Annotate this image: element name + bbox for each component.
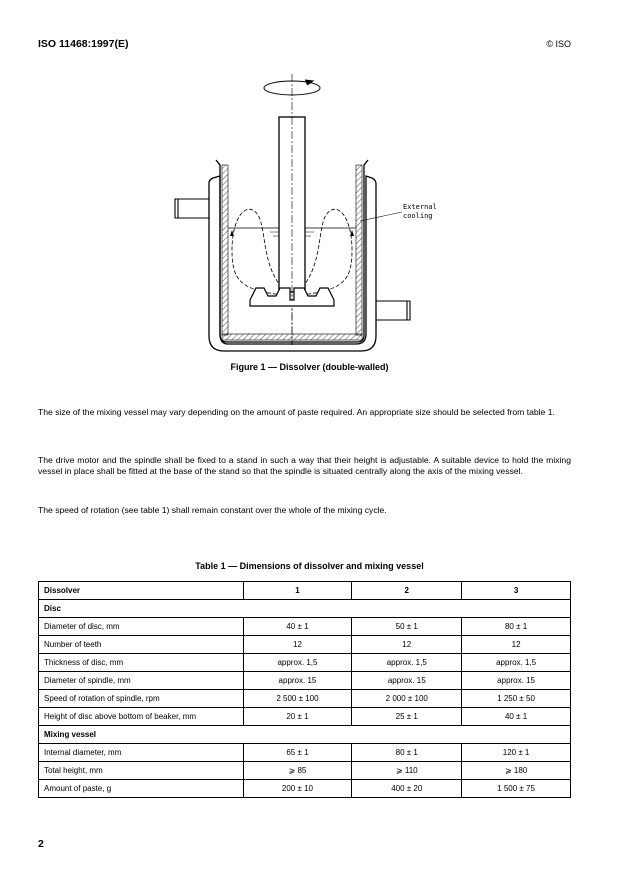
table-row [39,744,571,762]
table-cell: 80 ± 1 [352,744,462,762]
table-row [39,708,571,726]
paragraph-3: The speed of rotation (see table 1) shall remain constant over the whole of the mixing cycle. [38,505,387,515]
table-cell: 80 ± 1 [462,618,571,636]
table-cell: approx. 15 [352,672,462,690]
table-cell: 1 500 ± 75 [462,780,571,798]
table-cell: 40 ± 1 [243,618,352,636]
table-cell: 25 ± 1 [352,708,462,726]
table-row [39,672,571,690]
copyright-mark: © ISO [546,39,571,49]
table-cell: 120 ± 1 [462,744,571,762]
column-header: Dissolver [39,582,244,600]
inlet-pipe [175,199,209,218]
table-cell: 50 ± 1 [352,618,462,636]
row-label: Height of disc above bottom of beaker, mm [39,708,244,726]
table-cell: 12 [462,636,571,654]
table-cell: 400 ± 20 [352,780,462,798]
table-cell: 20 ± 1 [243,708,352,726]
annotation-external: External [403,203,437,211]
table-cell: ⩾ 180 [462,762,571,780]
table-cell: 12 [352,636,462,654]
table-row [39,654,571,672]
table-cell: 12 [243,636,352,654]
row-label: Diameter of disc, mm [39,618,244,636]
table-row [39,690,571,708]
table-row [39,780,571,798]
table-cell: 2 000 ± 100 [352,690,462,708]
page-number: 2 [38,838,44,850]
table-cell: 1 250 ± 50 [462,690,571,708]
row-label: Internal diameter, mm [39,744,244,762]
paragraph-2: The drive motor and the spindle shall be fixed to a stand in such a way that their height is adjustable. A suitable device to hold the mixing vessel in place shall be fitted at the base of the stand so that the spindle is situated centrally along the axis of the mixing vessel. [38,455,571,477]
column-header: 2 [352,582,462,600]
outlet-pipe [376,301,410,320]
table-cell: ⩾ 110 [352,762,462,780]
table-row [39,762,571,780]
table-title: Table 1 — Dimensions of dissolver and mixing vessel [195,561,424,571]
table-row [39,618,571,636]
table-header-row [39,582,571,600]
section-row [39,726,571,744]
row-label: Diameter of spindle, mm [39,672,244,690]
section-disc: Disc [39,600,571,618]
row-label: Number of teeth [39,636,244,654]
row-label: Thickness of disc, mm [39,654,244,672]
column-header: 1 [243,582,352,600]
table-cell: ⩾ 85 [243,762,352,780]
dissolver-figure [150,72,440,357]
paragraph-1: The size of the mixing vessel may vary depending on the amount of paste required. An appropriate size should be selected from table 1. [38,407,555,417]
row-label: Speed of rotation of spindle, rpm [39,690,244,708]
figure-caption: Figure 1 — Dissolver (double-walled) [230,362,389,372]
row-label: Total height, mm [39,762,244,780]
section-row [39,600,571,618]
column-header: 3 [462,582,571,600]
table-cell: 65 ± 1 [243,744,352,762]
section-mixing-vessel: Mixing vessel [39,726,571,744]
dimensions-table [38,581,571,798]
table-cell: 200 ± 10 [243,780,352,798]
annotation-cooling: cooling [403,212,433,220]
table-cell: approx. 1,5 [243,654,352,672]
table-row [39,636,571,654]
table-cell: approx. 1,5 [352,654,462,672]
table-cell: approx. 1,5 [462,654,571,672]
table-cell: 2 500 ± 100 [243,690,352,708]
table-cell: approx. 15 [243,672,352,690]
row-label: Amount of paste, g [39,780,244,798]
table-cell: approx. 15 [462,672,571,690]
table-cell: 40 ± 1 [462,708,571,726]
document-code: ISO 11468:1997(E) [38,38,129,50]
